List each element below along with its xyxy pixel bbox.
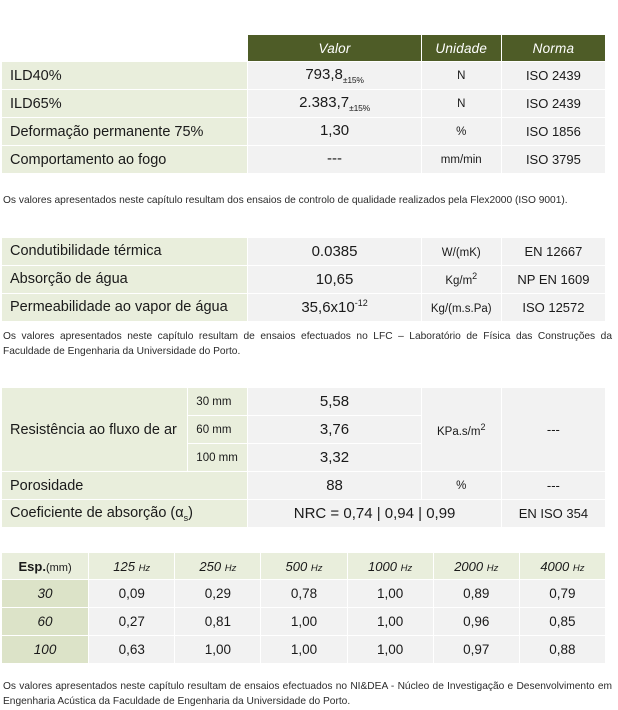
header-cell-frequency-4000 bbox=[519, 553, 605, 580]
thickness-label: 100 mm bbox=[188, 444, 248, 472]
property-standard: ISO 2439 bbox=[501, 90, 605, 118]
absorption-cell: 1,00 bbox=[261, 608, 347, 636]
unit-base: Kg/m bbox=[445, 275, 473, 288]
value-number: 793,8 bbox=[305, 66, 343, 83]
header-cell-standard: Norma bbox=[501, 35, 605, 62]
frequency-unit: Hz bbox=[400, 562, 413, 574]
unit-base: Kg/(m.s.Pa) bbox=[430, 303, 492, 316]
unit-exponent: 2 bbox=[480, 421, 486, 432]
spacer bbox=[0, 174, 618, 194]
property-unit bbox=[421, 237, 501, 265]
header-cell-frequency-125 bbox=[89, 553, 175, 580]
header-cell-frequency-250 bbox=[175, 553, 261, 580]
mechanical-properties-table bbox=[1, 34, 606, 174]
value-tolerance: ±15% bbox=[342, 75, 364, 85]
property-value bbox=[248, 118, 421, 146]
absorption-cell: 0,88 bbox=[519, 636, 605, 664]
table-row bbox=[2, 237, 606, 265]
airflow-standard: --- bbox=[501, 388, 605, 472]
property-unit bbox=[421, 293, 501, 321]
thickness-label: 60 mm bbox=[188, 416, 248, 444]
note-thermal: Os valores apresentados neste capítulo resultam de ensaios efectuados no LFC – Laboratório de Física das Construções da Faculdade de Engenharia da Universidade do Porto. bbox=[3, 330, 612, 357]
table-row bbox=[2, 608, 606, 636]
note-mechanical: Os valores apresentados neste capítulo resultam dos ensaios de controlo de qualidade realizados pela Flex2000 (ISO 9001). bbox=[3, 195, 568, 206]
absorption-cell: 0,27 bbox=[89, 608, 175, 636]
value-number: 2.383,7 bbox=[299, 94, 350, 111]
value-number: 1,30 bbox=[319, 122, 350, 139]
porosity-label: Porosidade bbox=[2, 472, 248, 500]
row-header-thickness: 60 bbox=[2, 608, 89, 636]
absorption-cell: 1,00 bbox=[347, 608, 433, 636]
frequency-value: 500 bbox=[285, 558, 308, 574]
property-standard: NP EN 1609 bbox=[501, 265, 605, 293]
property-label: Comportamento ao fogo bbox=[2, 146, 248, 174]
frequency-unit: Hz bbox=[310, 562, 323, 574]
thickness-header-unit: (mm) bbox=[45, 561, 72, 574]
row-header-thickness: 30 bbox=[2, 580, 89, 608]
absorption-cell: 0,96 bbox=[433, 608, 519, 636]
frequency-unit: Hz bbox=[138, 562, 151, 574]
absorption-cell: 0,79 bbox=[519, 580, 605, 608]
property-unit: mm/min bbox=[421, 146, 501, 174]
header-cell-frequency-2000 bbox=[433, 553, 519, 580]
property-value bbox=[248, 62, 421, 90]
value-tolerance: ±15% bbox=[349, 103, 371, 113]
spacer bbox=[0, 209, 618, 237]
property-label: ILD40% bbox=[2, 62, 248, 90]
property-label: Deformação permanente 75% bbox=[2, 118, 248, 146]
thickness-label: 30 mm bbox=[188, 388, 248, 416]
table-row bbox=[2, 146, 606, 174]
value-exponent: -12 bbox=[354, 298, 368, 309]
porosity-unit: % bbox=[421, 472, 501, 500]
property-standard: ISO 1856 bbox=[501, 118, 605, 146]
property-value bbox=[248, 293, 421, 321]
frequency-header-row bbox=[2, 553, 606, 580]
label-tail: ) bbox=[188, 504, 193, 521]
absorption-cell: 1,00 bbox=[347, 636, 433, 664]
frequency-value: 250 bbox=[199, 558, 222, 574]
spacer bbox=[0, 359, 618, 387]
table-row bbox=[2, 293, 606, 321]
property-standard: ISO 3795 bbox=[501, 146, 605, 174]
property-unit: % bbox=[421, 118, 501, 146]
absorption-cell: 1,00 bbox=[261, 636, 347, 664]
absorption-cell: 0,63 bbox=[89, 636, 175, 664]
absorption-cell: 0,78 bbox=[261, 580, 347, 608]
frequency-value: 1000 bbox=[368, 558, 397, 574]
porosity-standard: --- bbox=[501, 472, 605, 500]
frequency-value: 4000 bbox=[540, 558, 570, 574]
property-standard: ISO 12572 bbox=[501, 293, 605, 321]
property-label: Absorção de água bbox=[2, 265, 248, 293]
absorption-cell: 0,89 bbox=[433, 580, 519, 608]
frequency-value: 2000 bbox=[454, 558, 484, 574]
property-value: 10,65 bbox=[248, 265, 421, 293]
porosity-value: 88 bbox=[248, 472, 421, 500]
absorption-cell: 0,85 bbox=[519, 608, 605, 636]
property-unit: N bbox=[421, 62, 501, 90]
property-label: Permeabilidade ao vapor de água bbox=[2, 293, 248, 321]
acoustic-properties-table bbox=[1, 387, 606, 528]
thermal-properties-table bbox=[1, 237, 606, 322]
header-cell-frequency-500 bbox=[261, 553, 347, 580]
unit-base: KPa.s/m bbox=[436, 425, 481, 438]
row-header-thickness: 100 bbox=[2, 636, 89, 664]
absorption-cell: 0,09 bbox=[89, 580, 175, 608]
spacer bbox=[0, 322, 618, 330]
table-row bbox=[2, 90, 606, 118]
header-cell-frequency-1000 bbox=[347, 553, 433, 580]
sound-absorption-frequency-table bbox=[1, 552, 606, 664]
frequency-unit: Hz bbox=[572, 562, 585, 574]
header-cell-thickness bbox=[2, 553, 89, 580]
property-value: 0.0385 bbox=[248, 237, 421, 265]
absorption-coefficient-standard: EN ISO 354 bbox=[501, 500, 605, 528]
table-row bbox=[2, 265, 606, 293]
property-unit bbox=[421, 265, 501, 293]
absorption-coefficient-label bbox=[2, 500, 248, 528]
table-row bbox=[2, 580, 606, 608]
table-row bbox=[2, 388, 606, 416]
table-row bbox=[2, 636, 606, 664]
unit-base: W/(mK) bbox=[441, 247, 481, 260]
table-row bbox=[2, 62, 606, 90]
spacer bbox=[0, 528, 618, 552]
note-acoustic: Os valores apresentados neste capítulo resultam de ensaios efectuados no NI&DEA - Núcleo de Investigação e Desenvolvimento em Engenharia Acústica da Faculdade de Engenharia da Universidade do Porto. bbox=[3, 681, 612, 708]
property-value bbox=[248, 90, 421, 118]
top-spacer bbox=[0, 0, 618, 34]
absorption-cell: 0,97 bbox=[433, 636, 519, 664]
header-cell-unit: Unidade bbox=[421, 35, 501, 62]
absorption-cell: 1,00 bbox=[347, 580, 433, 608]
airflow-value: 3,32 bbox=[248, 444, 421, 472]
absorption-cell: 0,81 bbox=[175, 608, 261, 636]
label-subscript: s bbox=[183, 512, 189, 523]
frequency-value: 125 bbox=[113, 558, 135, 574]
property-standard: EN 12667 bbox=[501, 237, 605, 265]
airflow-unit bbox=[421, 388, 501, 472]
table-row bbox=[2, 500, 606, 528]
airflow-resistance-label: Resistência ao fluxo de ar bbox=[2, 388, 188, 472]
absorption-cell: 1,00 bbox=[175, 636, 261, 664]
property-label: ILD65% bbox=[2, 90, 248, 118]
header-cell-value: Valor bbox=[248, 35, 421, 62]
frequency-unit: Hz bbox=[224, 562, 237, 574]
airflow-value: 5,58 bbox=[248, 388, 421, 416]
spacer bbox=[0, 664, 618, 680]
unit-exponent: 2 bbox=[472, 271, 478, 282]
property-unit: N bbox=[421, 90, 501, 118]
absorption-cell: 0,29 bbox=[175, 580, 261, 608]
thickness-header-label: Esp. bbox=[18, 558, 46, 574]
property-standard: ISO 2439 bbox=[501, 62, 605, 90]
property-value bbox=[248, 146, 421, 174]
airflow-value: 3,76 bbox=[248, 416, 421, 444]
table-row bbox=[2, 118, 606, 146]
table-header-row bbox=[2, 35, 606, 62]
label-base: Coeficiente de absorção (α bbox=[10, 504, 184, 521]
property-label: Condutibilidade térmica bbox=[2, 237, 248, 265]
table-row bbox=[2, 472, 606, 500]
value-base: 35,6x10 bbox=[301, 299, 355, 317]
value-number: --- bbox=[327, 150, 343, 167]
header-cell-property bbox=[2, 35, 248, 62]
frequency-unit: Hz bbox=[486, 562, 499, 574]
absorption-coefficient-value: NRC = 0,74 | 0,94 | 0,99 bbox=[248, 500, 501, 528]
